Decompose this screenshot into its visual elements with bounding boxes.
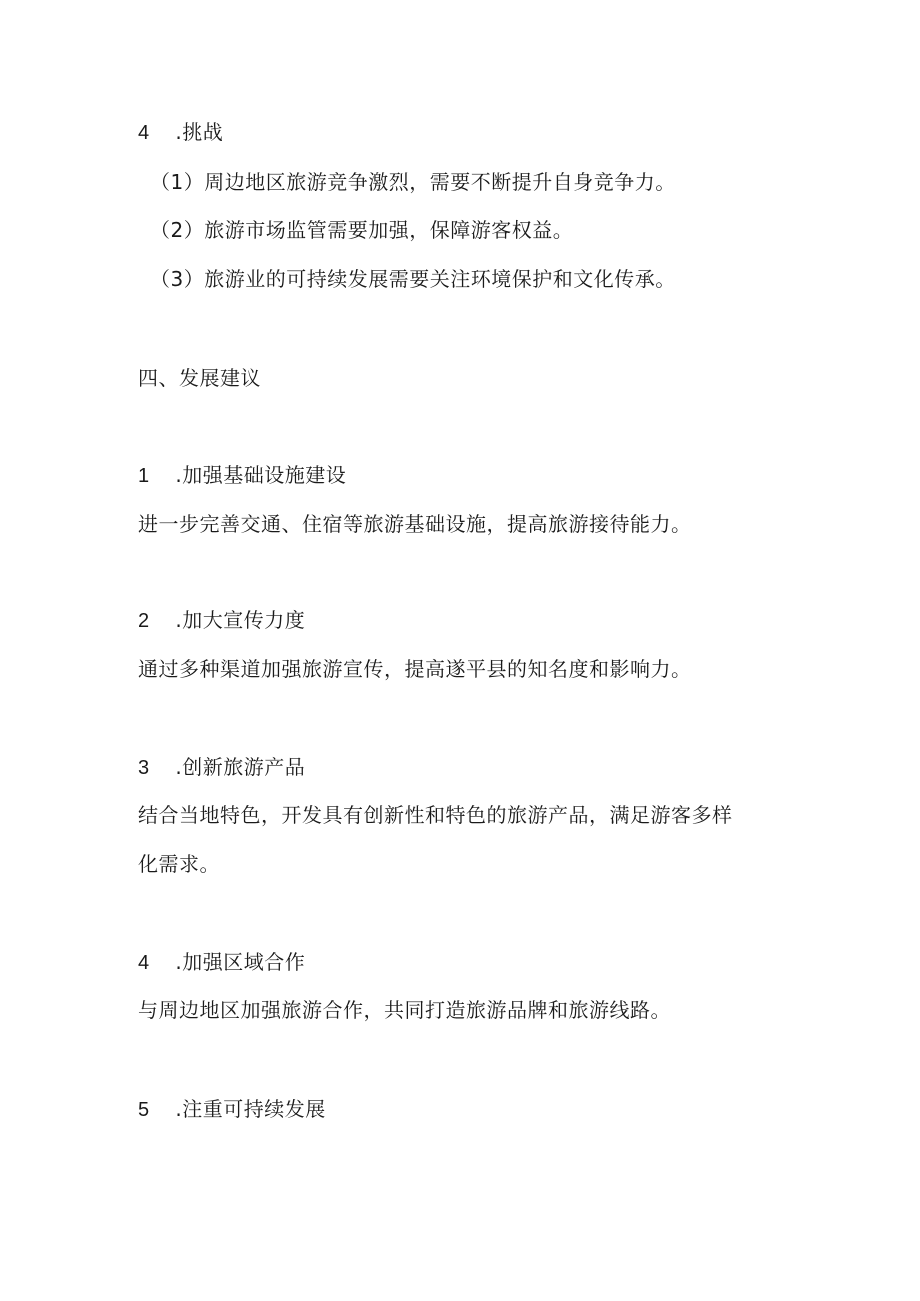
suggestion-title: .加强基础设施建设 <box>175 463 347 487</box>
suggestion-heading <box>138 753 305 782</box>
item-text: 旅游市场监管需要加强，保障游客权益。 <box>204 218 574 242</box>
heading-number: 4 <box>138 122 150 144</box>
item-text: 周边地区旅游竞争激烈，需要不断提升自身竞争力。 <box>204 170 676 194</box>
suggestion-number: 4 <box>138 952 150 974</box>
item-marker: （3） <box>150 267 205 291</box>
suggestion-heading <box>138 606 305 635</box>
heading-text: .挑战 <box>175 120 224 144</box>
suggestion-title: .加强区域合作 <box>175 950 306 974</box>
item-marker: （2） <box>150 218 205 242</box>
suggestion-body: 通过多种渠道加强旅游宣传，提高遂平县的知名度和影响力。 <box>138 657 692 681</box>
section-title: 四、发展建议 <box>138 366 261 390</box>
suggestion-body: 化需求。 <box>138 852 220 876</box>
suggestion-title: .创新旅游产品 <box>175 755 306 779</box>
suggestion-number: 2 <box>138 610 150 632</box>
suggestion-number: 5 <box>138 1099 150 1121</box>
suggestion-body: 进一步完善交通、住宿等旅游基础设施，提高旅游接待能力。 <box>138 512 692 536</box>
suggestion-heading <box>138 948 305 977</box>
challenge-heading <box>138 118 223 147</box>
suggestion-number: 3 <box>138 757 150 779</box>
challenge-item <box>150 168 676 196</box>
suggestion-title: .注重可持续发展 <box>175 1097 326 1121</box>
challenge-item <box>150 216 573 244</box>
suggestion-body: 与周边地区加强旅游合作，共同打造旅游品牌和旅游线路。 <box>138 998 671 1022</box>
suggestion-body: 结合当地特色，开发具有创新性和特色的旅游产品，满足游客多样 <box>138 803 733 827</box>
suggestion-title: .加大宣传力度 <box>175 608 306 632</box>
suggestion-heading <box>138 1095 326 1124</box>
challenge-item <box>150 265 676 293</box>
item-marker: （1） <box>150 170 205 194</box>
suggestion-number: 1 <box>138 465 150 487</box>
item-text: 旅游业的可持续发展需要关注环境保护和文化传承。 <box>204 267 676 291</box>
suggestion-heading <box>138 461 346 490</box>
